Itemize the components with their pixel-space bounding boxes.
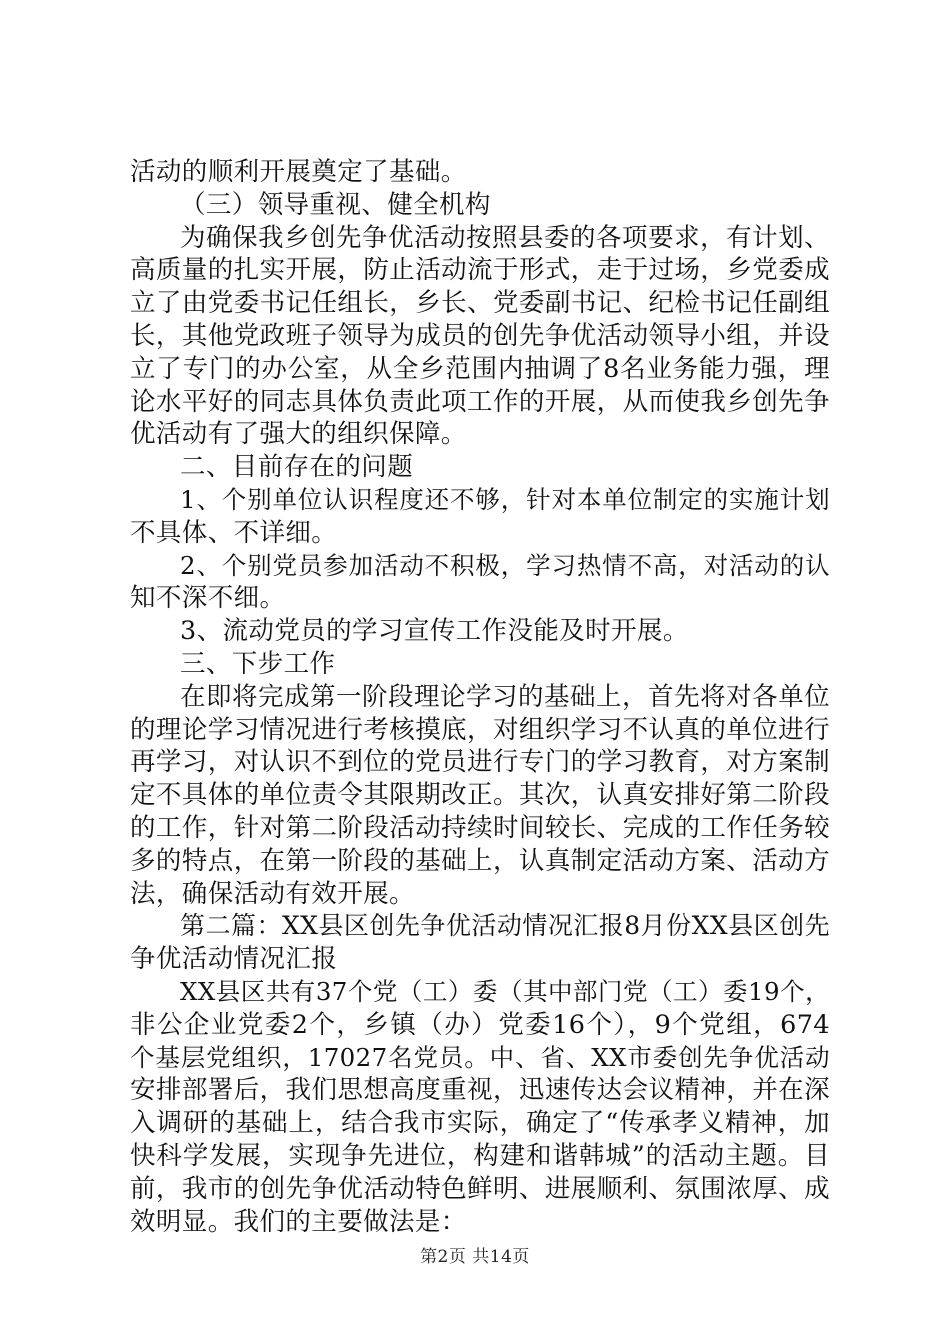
text-line: 不具体、不详细。 <box>130 517 338 548</box>
text-line: 知不深不细。 <box>130 583 286 614</box>
text-line: 入调研的基础上，结合我市实际，确定了“传承孝义精神，加 <box>130 1108 830 1139</box>
text-line: 论水平好的同志具体负责此项工作的开展，从而使我乡创先争 <box>130 386 830 417</box>
text-line: 的工作，针对第二阶段活动持续时间较长、完成的工作任务较 <box>130 812 830 843</box>
page-footer: 第2页 共14页 <box>420 1247 530 1267</box>
text-line: 争优活动情况汇报 <box>130 944 338 975</box>
text-line: 多的特点，在第一阶段的基础上，认真制定活动方案、活动方 <box>130 845 830 876</box>
text-line: （三）领导重视、健全机构 <box>180 189 491 220</box>
text-line: 立了专门的办公室，从全乡范围内抽调了8名业务能力强，理 <box>130 353 830 384</box>
text-line: 三、下步工作 <box>180 648 336 679</box>
text-line: 二、目前存在的问题 <box>180 452 414 483</box>
text-line: 活动的顺利开展奠定了基础。 <box>130 157 467 187</box>
text-line: 为确保我乡创先争优活动按照县委的各项要求，有计划、 <box>180 222 830 253</box>
text-line: 立了由党委书记任组长，乡长、党委副书记、纪检书记任副组 <box>130 288 830 319</box>
text-line: XX县区共有37个党（工）委（其中部门党（工）委19个， <box>180 976 830 1006</box>
text-line: 个基层党组织，17027名党员。中、省、XX市委创先争优活动 <box>130 1042 830 1072</box>
text-line: 非公企业党委2个，乡镇（办）党委16个），9个党组，674 <box>130 1009 830 1040</box>
text-line: 优活动有了强大的组织保障。 <box>130 419 467 450</box>
text-line: 在即将完成第一阶段理论学习的基础上，首先将对各单位 <box>180 681 830 712</box>
text-line: 安排部署后，我们思想高度重视，迅速传达会议精神，并在深 <box>130 1075 830 1106</box>
document-body <box>130 156 830 1238</box>
text-line: 快科学发展，实现争先进位，构建和谐韩城”的活动主题。目 <box>130 1140 830 1171</box>
text-line: 定不具体的单位责令其限期改正。其次，认真安排好第二阶段 <box>130 780 830 811</box>
text-line: 高质量的扎实开展，防止活动流于形式，走于过场，乡党委成 <box>130 255 830 286</box>
text-line: 法，确保活动有效开展。 <box>130 878 415 909</box>
text-line: 2、个别党员参加活动不积极，学习热情不高，对活动的认 <box>180 550 830 580</box>
text-line: 1、个别单位认识程度还不够，针对本单位制定的实施计划 <box>180 484 830 514</box>
text-line: 前，我市的创先争优活动特色鲜明、进展顺利、氛围浓厚、成 <box>130 1173 830 1204</box>
text-line: 再学习，对认识不到位的党员进行专门的学习教育，对方案制 <box>130 747 830 778</box>
text-line: 第二篇：XX县区创先争优活动情况汇报8月份XX县区创先 <box>180 911 830 941</box>
text-line: 的理论学习情况进行考核摸底，对组织学习不认真的单位进行 <box>130 714 830 745</box>
text-line: 3、流动党员的学习宣传工作没能及时开展。 <box>180 616 689 647</box>
text-line: 长，其他党政班子领导为成员的创先争优活动领导小组，并设 <box>130 320 830 351</box>
text-line: 效明显。我们的主要做法是： <box>130 1206 467 1237</box>
